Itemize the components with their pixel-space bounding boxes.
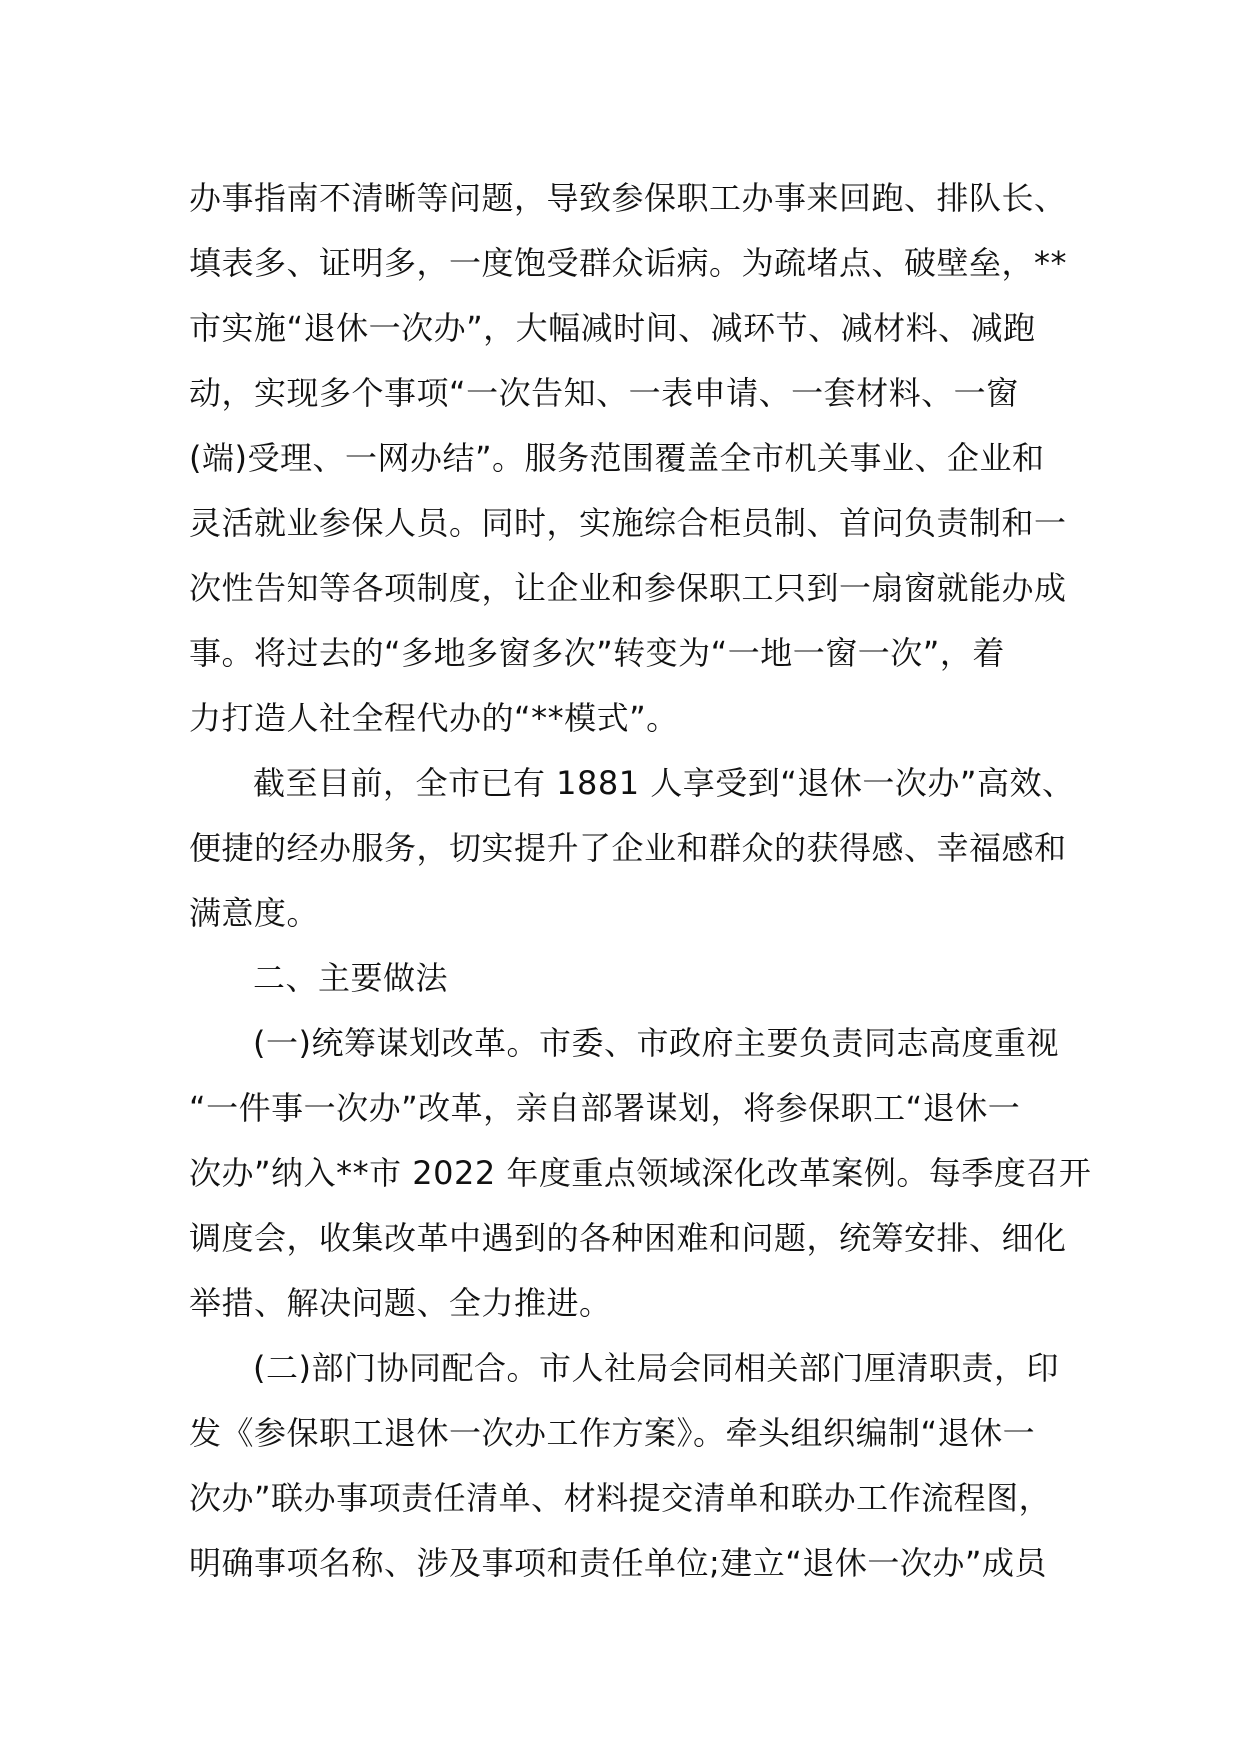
text-line: 次性告知等各项制度，让企业和参保职工只到一扇窗就能办成 bbox=[189, 569, 1067, 607]
paragraph-first-line: (二)部门协同配合。市人社局会同相关部门厘清职责，印 bbox=[253, 1349, 1059, 1387]
paragraph-first-line: 二、主要做法 bbox=[253, 959, 449, 997]
text-line: 满意度。 bbox=[189, 894, 320, 932]
document-body bbox=[189, 166, 1092, 1596]
text-line: 次办”纳入**市 2022 年度重点领域深化改革案例。每季度召开 bbox=[189, 1154, 1092, 1192]
text-line: 便捷的经办服务，切实提升了企业和群众的获得感、幸福感和 bbox=[189, 829, 1067, 867]
paragraph-first-line: (一)统筹谋划改革。市委、市政府主要负责同志高度重视 bbox=[253, 1024, 1059, 1062]
text-line: 发《参保职工退休一次办工作方案》。牵头组织编制“退休一 bbox=[189, 1414, 1036, 1452]
text-line: 明确事项名称、涉及事项和责任单位;建立“退休一次办”成员 bbox=[189, 1544, 1047, 1582]
text-line: (端)受理、一网办结”。服务范围覆盖全市机关事业、企业和 bbox=[189, 439, 1045, 477]
text-line: 动，实现多个事项“一次告知、一表申请、一套材料、一窗 bbox=[189, 374, 1019, 412]
text-line: 办事指南不清晰等问题，导致参保职工办事来回跑、排队长、 bbox=[189, 179, 1067, 217]
paragraph-first-line: 截至目前，全市已有 1881 人享受到“退休一次办”高效、 bbox=[253, 764, 1075, 802]
text-line: 灵活就业参保人员。同时，实施综合柜员制、首问负责制和一 bbox=[189, 504, 1067, 542]
text-line: 填表多、证明多，一度饱受群众诟病。为疏堵点、破壁垒，** bbox=[189, 244, 1068, 282]
text-line: 举措、解决问题、全力推进。 bbox=[189, 1284, 612, 1322]
text-line: 调度会，收集改革中遇到的各种困难和问题，统筹安排、细化 bbox=[189, 1219, 1067, 1257]
text-line: 次办”联办事项责任清单、材料提交清单和联办工作流程图， bbox=[189, 1479, 1052, 1517]
text-line: 市实施“退休一次办”，大幅减时间、减环节、减材料、减跑 bbox=[189, 309, 1036, 347]
text-line: 力打造人社全程代办的“**模式”。 bbox=[189, 699, 679, 737]
text-line: “一件事一次办”改革，亲自部署谋划，将参保职工“退休一 bbox=[189, 1089, 1021, 1127]
text-line: 事。将过去的“多地多窗多次”转变为“一地一窗一次”，着 bbox=[189, 634, 1005, 672]
